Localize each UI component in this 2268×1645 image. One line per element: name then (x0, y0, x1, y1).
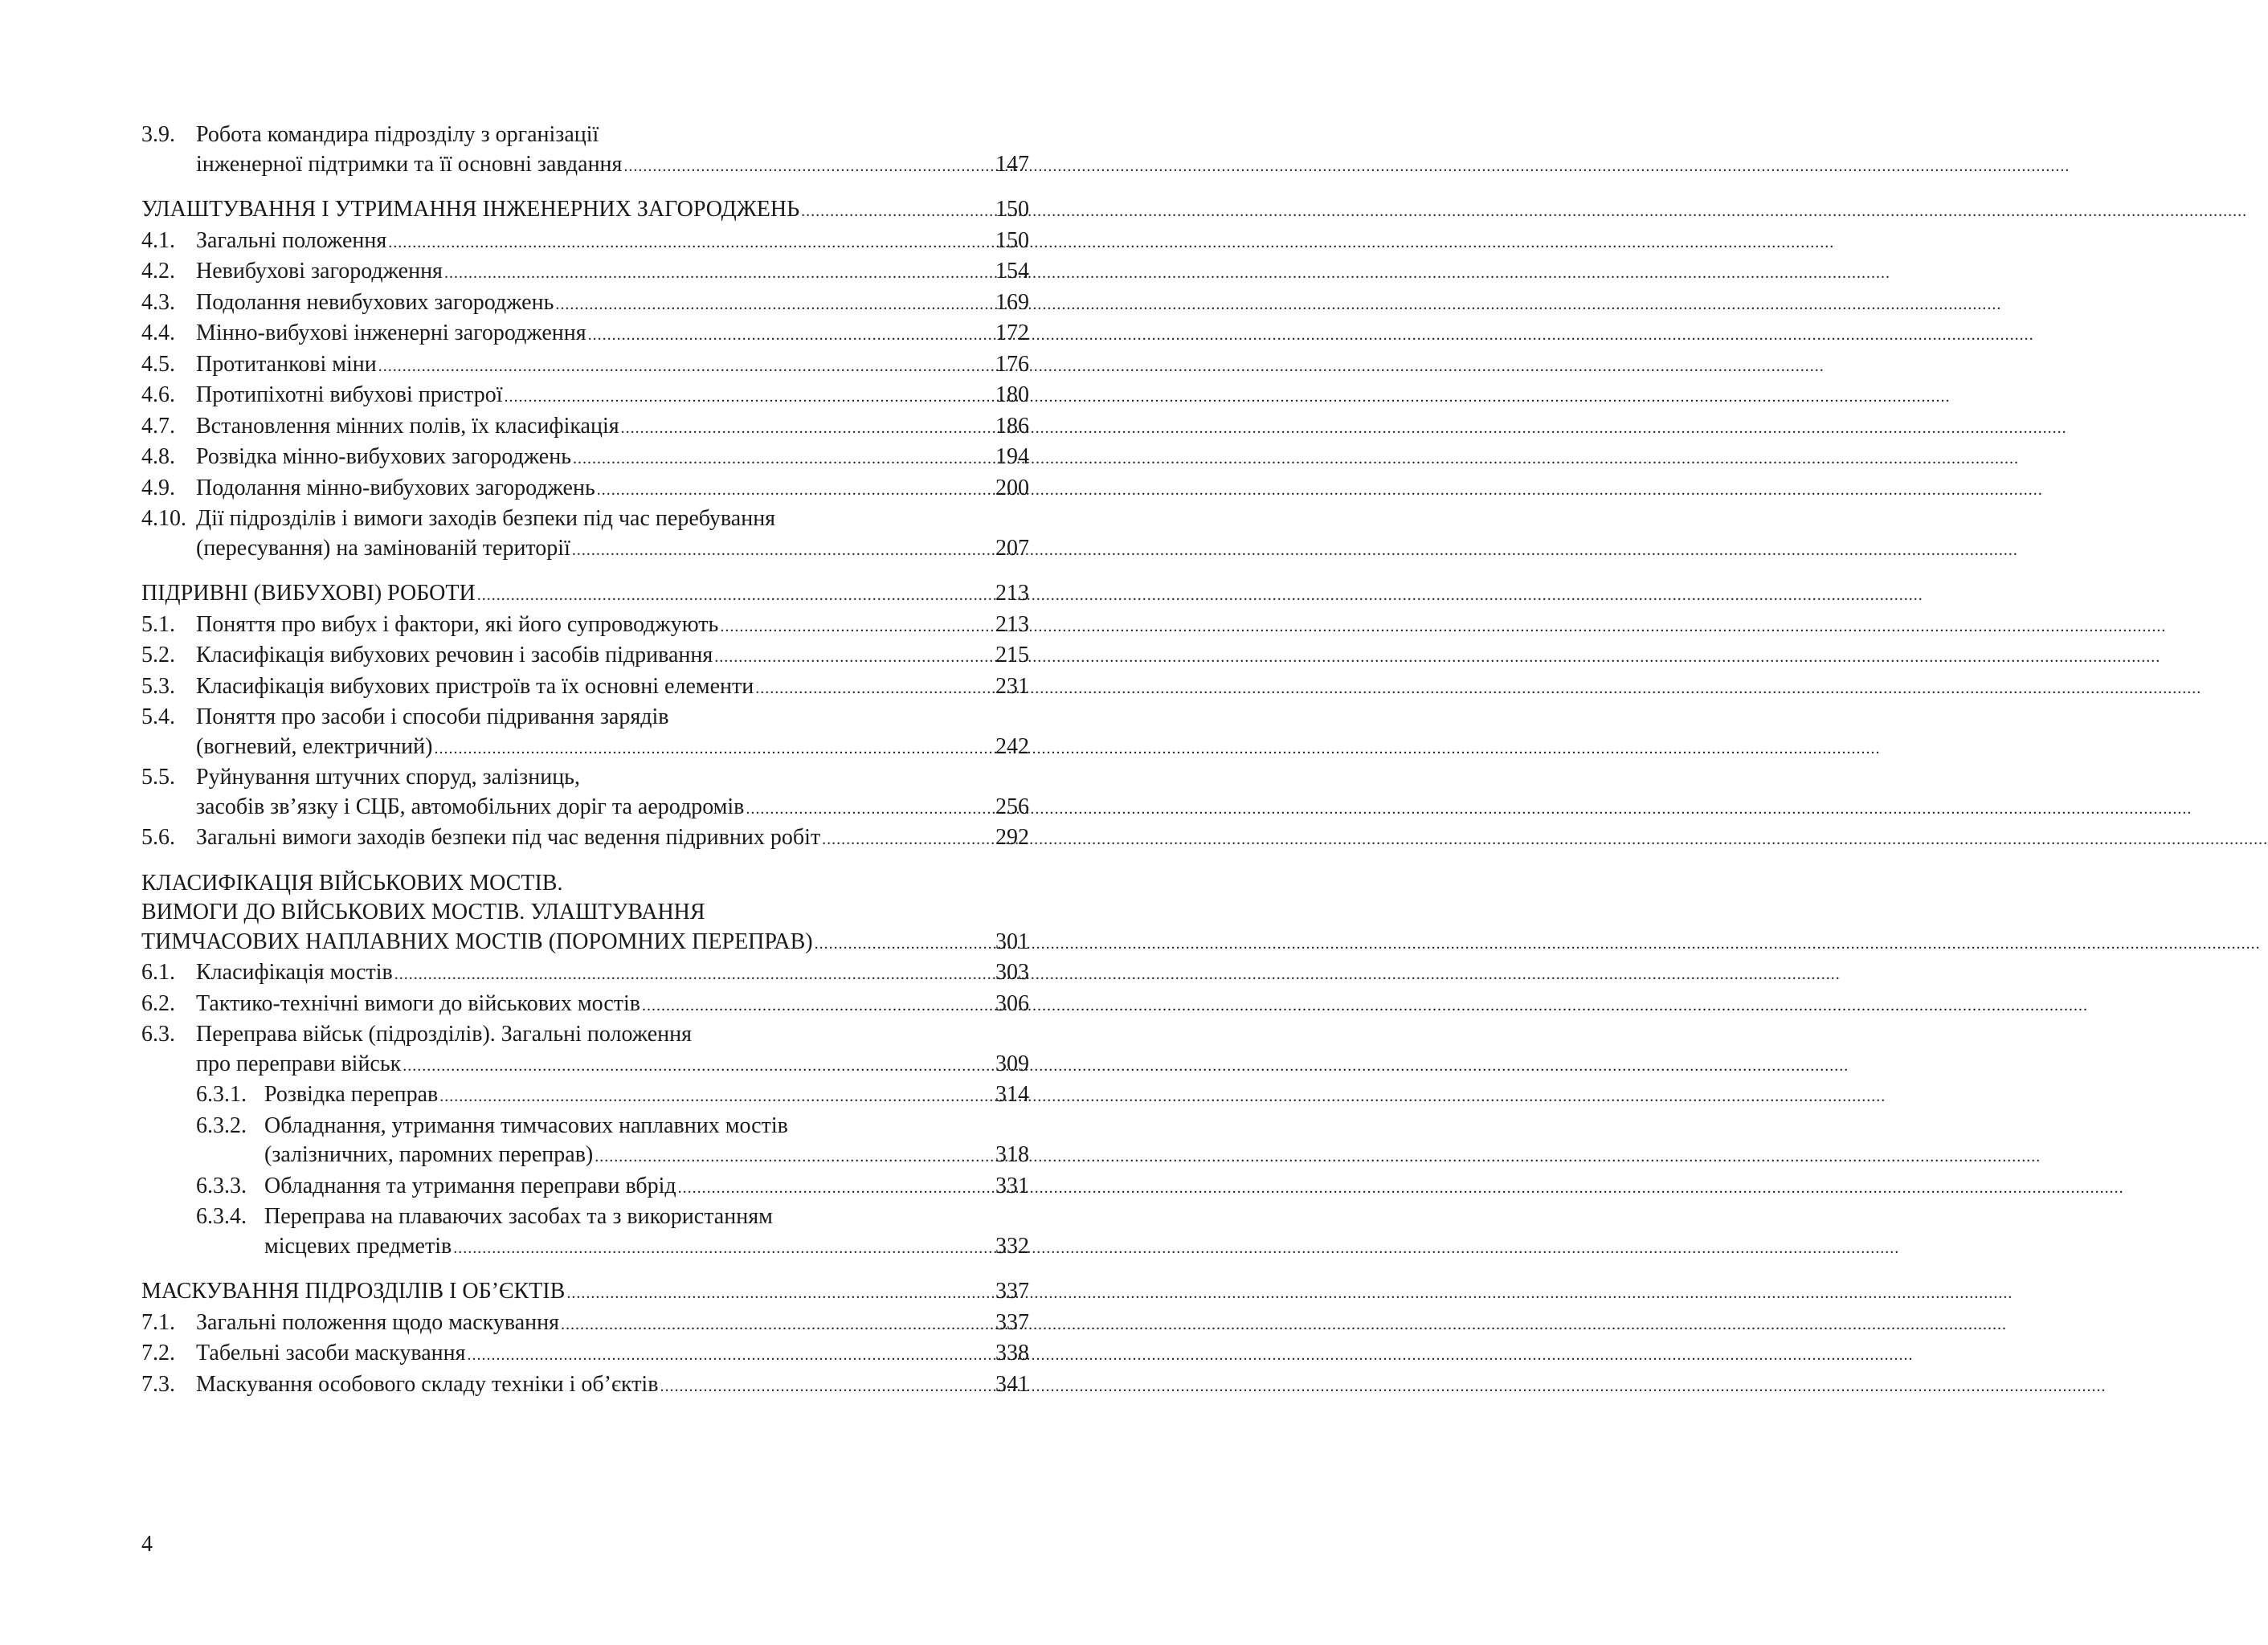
toc-entry-title: Руйнування штучних споруд, залізниць, (196, 765, 580, 790)
toc-section (141, 195, 1029, 227)
toc-entry-number: 4.5. (141, 351, 175, 377)
toc-entry-title: Невибухові загородження (196, 259, 443, 284)
toc-entry-page: 256 (995, 794, 1029, 819)
toc-entry (141, 474, 1029, 505)
toc-entry-title: Переправа військ (підрозділів). Загальні положення (196, 1022, 693, 1047)
dot-leader (439, 1082, 994, 1112)
toc-entry-title: ВИМОГИ ДО ВІЙСЬКОВИХ МОСТІВ. УЛАШТУВАННЯ (141, 900, 705, 925)
toc-entry-page: 301 (995, 929, 1029, 954)
toc-entry (141, 319, 1029, 350)
dot-leader (720, 612, 994, 642)
toc-entry-number: 4.10. (141, 506, 186, 531)
toc-entry-number: 4.6. (141, 382, 175, 407)
toc-entry-page: 306 (995, 990, 1029, 1016)
toc-entry-page: 303 (995, 960, 1029, 985)
dot-leader (660, 1372, 994, 1402)
dot-leader (822, 825, 994, 855)
toc-entry-number: 4.9. (141, 475, 175, 500)
toc-entry-page: 176 (995, 351, 1029, 377)
toc-entry-number: 6.3.4. (196, 1204, 247, 1229)
toc-entry-page: 147 (995, 151, 1029, 177)
toc-entry-title: Протипіхотні вибухові пристрої (196, 382, 503, 407)
toc-entry (141, 823, 1029, 855)
toc-entry-number: 4.2. (141, 259, 175, 284)
toc-entry-number: 5.6. (141, 825, 175, 850)
toc-entry-number: 3.9. (141, 122, 175, 147)
toc-entry-page: 242 (995, 733, 1029, 759)
toc-entry-title: Маскування особового складу техніки і об’єктів (196, 1371, 659, 1397)
dot-leader (561, 1310, 994, 1340)
toc-entry (141, 1339, 1029, 1370)
toc-entry (141, 288, 1029, 320)
dot-leader (573, 444, 994, 474)
toc-entry-title: Розвідка переправ (264, 1082, 439, 1107)
dot-leader (595, 1142, 994, 1172)
dot-leader (555, 290, 994, 320)
toc-section (141, 1277, 1029, 1308)
toc-entry-page: 341 (995, 1371, 1029, 1397)
toc-entry-page: 186 (995, 413, 1029, 439)
toc-entry-page: 331 (995, 1173, 1029, 1198)
toc-entry-number: 7.2. (141, 1341, 175, 1365)
toc-entry (141, 381, 1029, 412)
toc-entry-page: 207 (995, 535, 1029, 561)
toc-entry-title: Табельні засоби маскування (196, 1341, 466, 1365)
toc-entry-title: ПІДРИВНІ (ВИБУХОВІ) РОБОТИ (141, 581, 476, 606)
toc-section (141, 579, 1029, 610)
toc-entry-page: 231 (995, 673, 1029, 699)
table-of-contents (141, 120, 1029, 1401)
toc-entry-title: Подолання мінно-вибухових загороджень (196, 475, 595, 500)
toc-entry (141, 120, 1029, 181)
toc-entry (141, 958, 1029, 990)
dot-leader (621, 414, 994, 443)
dot-leader (755, 674, 994, 704)
page-number: 4 (141, 1532, 153, 1557)
toc-entry (141, 257, 1029, 288)
toc-entry-number: 5.3. (141, 673, 175, 699)
toc-entry (141, 1202, 1029, 1263)
toc-entry-page: 337 (995, 1309, 1029, 1335)
toc-entry (141, 672, 1029, 704)
toc-entry-page: 213 (995, 581, 1029, 606)
toc-entry-number: 7.3. (141, 1371, 175, 1397)
toc-entry-number: 6.3.3. (196, 1173, 247, 1198)
toc-entry-title: Подолання невибухових загороджень (196, 289, 554, 315)
toc-entry-title: МАСКУВАННЯ ПІДРОЗДІЛІВ І ОБ’ЄКТІВ (141, 1279, 566, 1304)
toc-entry-title: Загальні положення щодо маскування (196, 1309, 559, 1335)
dot-leader (504, 382, 994, 412)
toc-entry-number: 6.3.2. (196, 1112, 247, 1138)
toc-entry-title: Класифікація вибухових речовин і засобів підривання (196, 643, 713, 667)
toc-entry-number: 4.8. (141, 444, 175, 469)
toc-entry-number: 5.5. (141, 765, 175, 790)
toc-entry-number: 6.2. (141, 990, 175, 1016)
toc-entry-number: 6.3. (141, 1022, 175, 1047)
toc-entry-page: 180 (995, 382, 1029, 407)
dot-leader (815, 929, 994, 959)
toc-entry (141, 1370, 1029, 1402)
toc-entry (141, 1112, 1029, 1172)
toc-entry-page: 200 (995, 475, 1029, 500)
toc-entry-number: 6.1. (141, 960, 175, 985)
toc-entry (141, 763, 1029, 823)
toc-entry-page: 154 (995, 259, 1029, 284)
dot-leader (566, 1279, 994, 1308)
toc-entry-page: 194 (995, 444, 1029, 469)
toc-entry-title: Протитанкові міни (196, 351, 377, 377)
toc-entry-page: 172 (995, 320, 1029, 345)
toc-entry-title: КЛАСИФІКАЦІЯ ВІЙСЬКОВИХ МОСТІВ. (141, 870, 563, 896)
toc-entry-number: 7.1. (141, 1309, 175, 1335)
toc-entry-title: ТИМЧАСОВИХ НАПЛАВНИХ МОСТІВ (ПОРОМНИХ ПЕРЕПРАВ) (141, 929, 813, 954)
toc-entry-page: 314 (995, 1082, 1029, 1107)
toc-entry-number: 4.4. (141, 320, 175, 345)
toc-entry-title: Дії підрозділів і вимоги заходів безпеки під час перебування (196, 506, 776, 531)
dot-leader (477, 581, 994, 610)
toc-entry-title: Переправа на плаваючих засобах та з використанням (264, 1204, 773, 1229)
toc-entry-title: Мінно-вибухові інженерні загородження (196, 320, 586, 345)
toc-entry-page: 169 (995, 289, 1029, 315)
toc-entry (141, 412, 1029, 443)
dot-leader (623, 152, 994, 182)
dot-leader (678, 1174, 994, 1203)
toc-entry (141, 350, 1029, 382)
toc-entry (141, 443, 1029, 474)
toc-entry-title: Розвідка мінно-вибухових загороджень (196, 444, 571, 469)
toc-entry-number: 5.1. (141, 611, 175, 637)
toc-entry (141, 1020, 1029, 1080)
toc-entry (141, 703, 1029, 763)
toc-entry-title: (залізничних, паромних переправ) (264, 1142, 594, 1167)
toc-entry (141, 1172, 1029, 1203)
toc-entry-page: 292 (995, 825, 1029, 850)
toc-entry-number: 4.3. (141, 289, 175, 315)
toc-entry-page: 332 (995, 1233, 1029, 1259)
toc-section (141, 869, 1029, 959)
dot-leader (714, 643, 994, 672)
toc-entry-title: місцевих предметів (264, 1233, 452, 1259)
dot-leader (801, 197, 994, 227)
toc-entry-title: інженерної підтримки та її основні завдання (196, 151, 623, 177)
toc-entry-number: 5.4. (141, 704, 175, 729)
dot-leader (453, 1234, 994, 1263)
toc-entry-page: 337 (995, 1279, 1029, 1304)
dot-leader (434, 734, 994, 764)
toc-entry-page: 318 (995, 1142, 1029, 1167)
toc-entry (141, 641, 1029, 672)
toc-entry-page: 309 (995, 1051, 1029, 1076)
dot-leader (378, 352, 994, 382)
toc-entry (141, 504, 1029, 565)
toc-entry-title: (пересування) на замінованій території (196, 535, 570, 561)
toc-entry-title: Обладнання та утримання переправи вбрід (264, 1173, 676, 1198)
dot-leader (403, 1051, 994, 1081)
toc-entry-title: Робота командира підрозділу з організації (196, 122, 599, 147)
dot-leader (394, 960, 994, 990)
dot-leader (468, 1341, 994, 1370)
toc-entry-page: 150 (995, 197, 1029, 222)
toc-entry-number: 6.3.1. (196, 1082, 247, 1107)
toc-entry-title: Загальні положення (196, 227, 387, 253)
toc-entry (141, 227, 1029, 258)
toc-entry (141, 1308, 1029, 1340)
toc-entry-number: 4.1. (141, 227, 175, 253)
toc-entry-page: 213 (995, 611, 1029, 637)
dot-leader (588, 320, 994, 350)
toc-entry-title: про переправи військ (196, 1051, 402, 1076)
toc-entry-number: 5.2. (141, 643, 175, 667)
toc-entry-title: Обладнання, утримання тимчасових наплавних мостів (264, 1112, 788, 1138)
toc-entry-title: засобів зв’язку і СЦБ, автомобільних доріг та аеродромів (196, 794, 745, 819)
dot-leader (444, 259, 994, 288)
toc-entry-title: Тактико-технічні вимоги до військових мостів (196, 990, 640, 1016)
toc-entry-title: Класифікація мостів (196, 960, 393, 985)
toc-entry-page: 150 (995, 227, 1029, 253)
dot-leader (746, 794, 994, 824)
dot-leader (388, 228, 994, 258)
toc-entry-page: 338 (995, 1341, 1029, 1365)
toc-entry-title: Класифікація вибухових пристроїв та їх основні елементи (196, 673, 754, 699)
toc-entry-title: УЛАШТУВАННЯ І УТРИМАННЯ ІНЖЕНЕРНИХ ЗАГОРОДЖЕНЬ (141, 197, 800, 222)
toc-entry-title: Поняття про засоби і способи підривання зарядів (196, 704, 669, 729)
toc-entry (141, 610, 1029, 642)
toc-entry-title: Поняття про вибух і фактори, які його супроводжують (196, 611, 719, 637)
toc-entry-title: Встановлення мінних полів, їх класифікація (196, 413, 619, 439)
toc-entry-title: (вогневий, електричний) (196, 733, 433, 759)
toc-entry-number: 4.7. (141, 413, 175, 439)
toc-entry (141, 990, 1029, 1021)
toc-entry-page: 215 (995, 643, 1029, 667)
toc-entry (141, 1080, 1029, 1112)
dot-leader (597, 476, 994, 505)
dot-leader (642, 991, 994, 1021)
dot-leader (572, 536, 994, 565)
toc-entry-title: Загальні вимоги заходів безпеки під час ведення підривних робіт (196, 825, 821, 850)
